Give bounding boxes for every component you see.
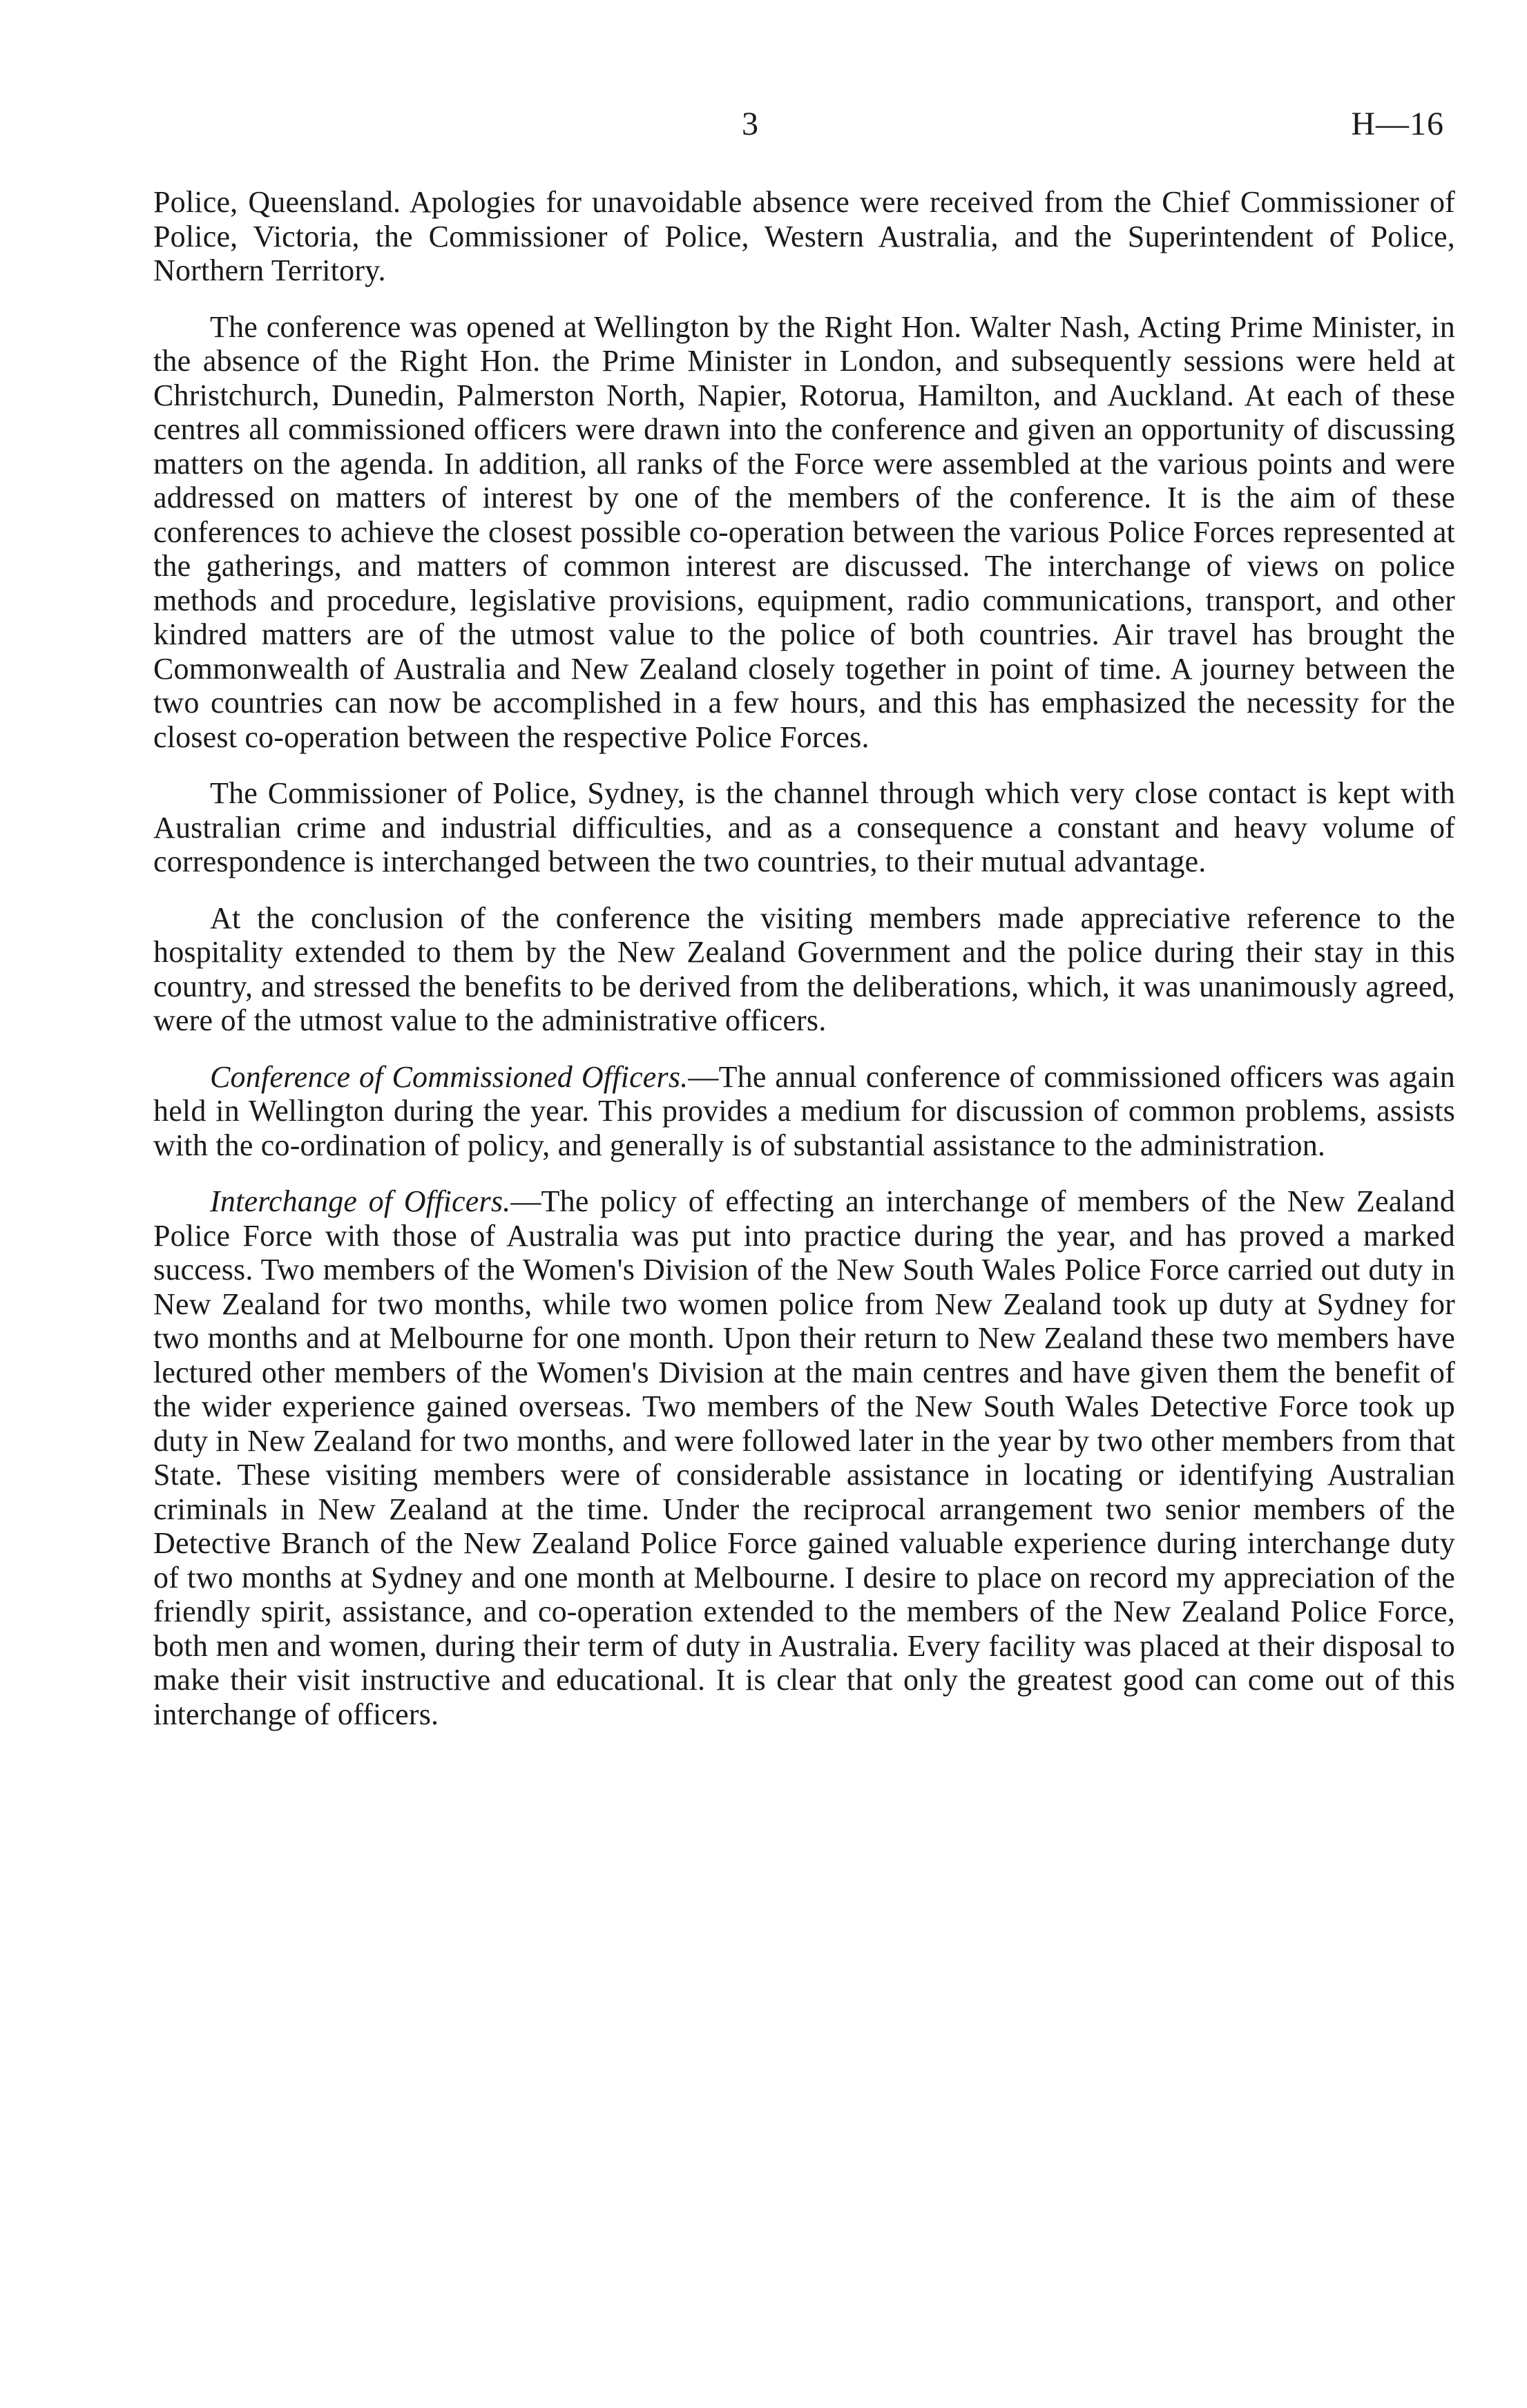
page-number: 3 bbox=[742, 106, 758, 142]
paragraph-continuation bbox=[153, 185, 1455, 288]
paragraph-text: The conference was opened at Wellington by the Right Hon. Walter Nash, Acting Prime Minister, in the absence of the Right Hon. the Prime Minister in London, and subsequently sessions were held at Christchurch, Dunedin, Palmerston North, Napier, Rotorua, Hamilton, and Auckland. At each of these centres all commissioned officers were drawn into the conference and given an opportunity of discussing matters on the agenda. In addition, all ranks of the Force were assembled at the various points and were addressed on matters of interest by one of the members of the conference. It is the aim of these conferences to achieve the closest possible co-operation between the various Police Forces represented at the gatherings, and matters of common interest are discussed. The interchange of views on police methods and procedure, legislative provisions, equipment, radio communications, transport, and other kindred matters are of the utmost value to the police of both countries. Air travel has brought the Commonwealth of Australia and New Zealand closely together in point of time. A journey between the two countries can now be accomplished in a few hours, and this has emphasized the necessity for the closest co-operation between the respective Police Forces. bbox=[153, 309, 1455, 754]
paragraph-interchange-of-officers bbox=[153, 1184, 1455, 1731]
paragraph-heading: Conference of Commissioned Officers. bbox=[210, 1059, 689, 1094]
paragraph-text: Police, Queensland. Apologies for unavoidable absence were received from the Chief Commissioner of Police, Victoria, the Commissioner of Police, Western Australia, and the Superintendent of Police, Northern Territory. bbox=[153, 185, 1455, 287]
body-text bbox=[153, 185, 1455, 1753]
running-header bbox=[0, 104, 1527, 145]
paragraph-text: The Commissioner of Police, Sydney, is the channel through which very close contact is kept with Australian crime and industrial difficulties, and as a consequence a constant and heavy volume of correspondence is interchanged between the two countries, to their mutual advantage. bbox=[153, 776, 1455, 878]
paragraph-heading: Interchange of Officers. bbox=[210, 1184, 511, 1218]
paragraph-sydney-commissioner bbox=[153, 776, 1455, 879]
paragraph-text: At the conclusion of the conference the visiting members made appreciative reference to the hospitality extended to them by the New Zealand Government and the police during their stay in this country, and stressed the benefits to be derived from the deliberations, which, it was unanimously agreed, were of the utmost value to the administrative officers. bbox=[153, 900, 1455, 1037]
paragraph-text: —The policy of effecting an interchange of members of the New Zealand Police Force with those of Australia was put into practice during the year, and has proved a marked success. Two members of the Women's Division of the New South Wales Police Force carried out duty in New Zealand for two months, while two women police from New Zealand took up duty at Sydney for two months and at Melbourne for one month. Upon their return to New Zealand these two members have lectured other members of the Women's Division at the main centres and have given them the benefit of the wider experience gained overseas. Two members of the New South Wales Detective Force took up duty in New Zealand for two months, and were followed later in the year by two other members from that State. These visiting members were of considerable assistance in locating or identifying Australian criminals in New Zealand at the time. Under the reciprocal arrangement two senior members of the Detective Branch of the New Zealand Police Force gained valuable experience during interchange duty of two months at Sydney and one month at Melbourne. I desire to place on record my appreciation of the friendly spirit, assistance, and co-operation extended to the members of the New Zealand Police Force, both men and women, during their term of duty in Australia. Every facility was placed at their disposal to make their visit instructive and educational. It is clear that only the greatest good can come out of this interchange of officers. bbox=[153, 1184, 1456, 1731]
paragraph-conference-conclusion bbox=[153, 901, 1455, 1038]
paragraph-conference-opening bbox=[153, 310, 1455, 755]
report-code: H—16 bbox=[1351, 106, 1444, 142]
paragraph-commissioned-officers bbox=[153, 1060, 1455, 1163]
paragraph-text: —The annual conference of commissioned officers was again held in Wellington during the year. This provides a medium for discussion of common problems, assists with the co-ordination of policy, and generally is of substantial assistance to the administration. bbox=[153, 1059, 1455, 1162]
